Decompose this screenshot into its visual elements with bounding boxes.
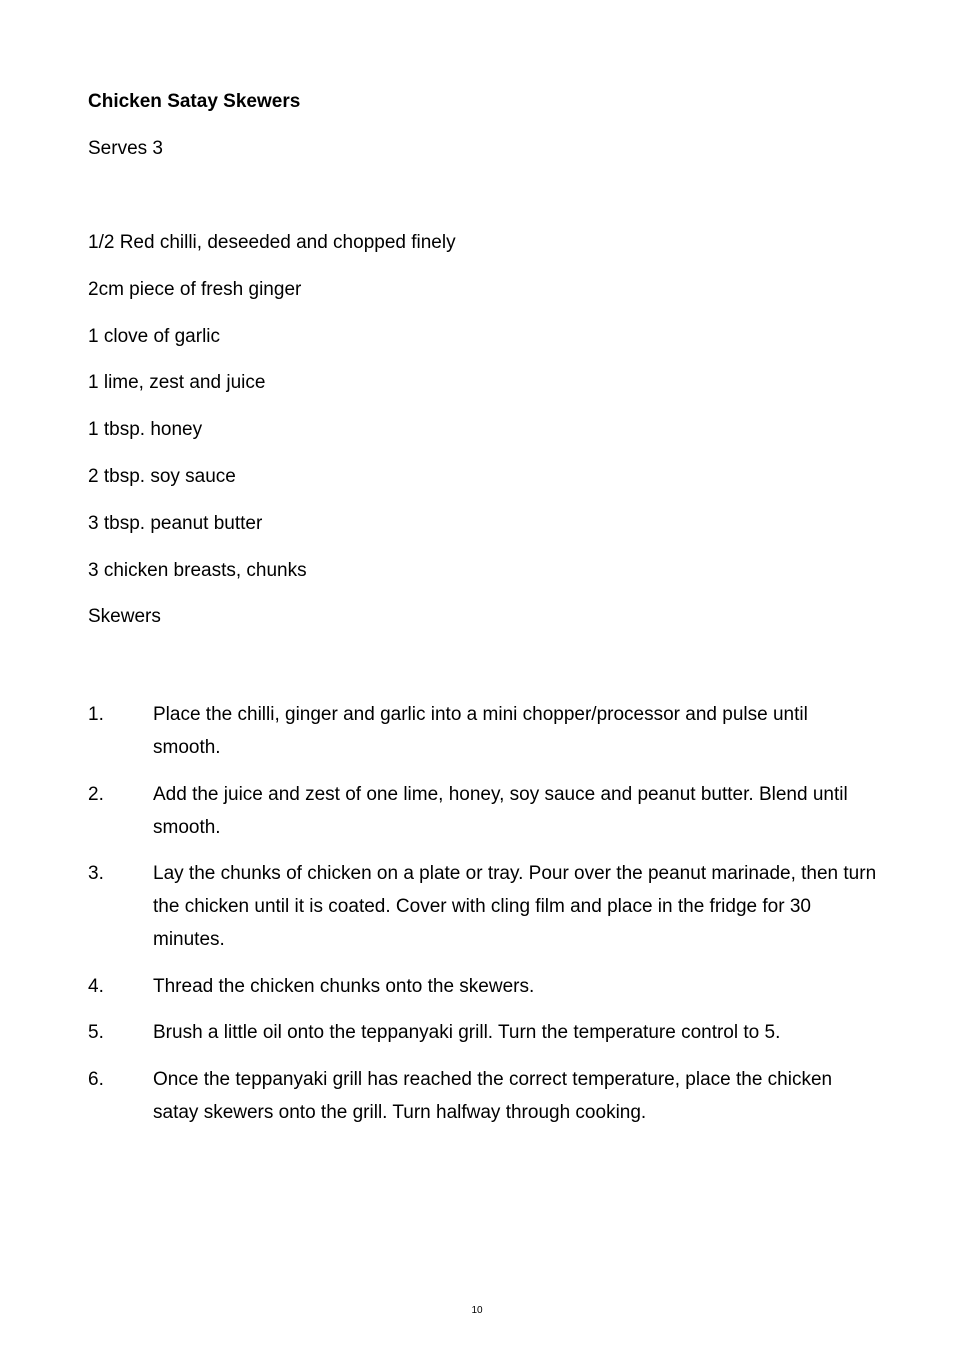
ingredient-item: 1 tbsp. honey [88, 419, 203, 441]
step-item [88, 857, 878, 956]
step-number: 6. [88, 1068, 104, 1090]
step-text: Thread the chicken chunks onto the skewers. [153, 975, 535, 997]
step-item [88, 1016, 878, 1049]
ingredient-item: 1 lime, zest and juice [88, 372, 266, 394]
step-text: Add the juice and zest of one lime, honey, soy sauce and peanut butter. Blend until smooth. [153, 783, 848, 838]
step-number: 4. [88, 975, 104, 997]
ingredient-item: 3 tbsp. peanut butter [88, 512, 263, 534]
ingredient-item: 1/2 Red chilli, deseeded and chopped finely [88, 232, 456, 253]
step-item [88, 1063, 878, 1129]
step-text: Place the chilli, ginger and garlic into a mini chopper/processor and pulse until smooth. [153, 704, 808, 758]
page-number: 10 [471, 1305, 483, 1316]
ingredient-list [88, 231, 456, 652]
recipe-title: Chicken Satay Skewers [88, 91, 301, 112]
ingredient-item: 1 clove of garlic [88, 325, 221, 347]
ingredient-item: 3 chicken breasts, chunks [88, 559, 307, 581]
step-text: Once the teppanyaki grill has reached the correct temperature, place the chicken satay skewers onto the grill. Turn halfway through cooking. [153, 1068, 833, 1123]
step-text: Brush a little oil onto the teppanyaki grill. Turn the temperature control to 5. [153, 1022, 781, 1043]
method-steps [88, 698, 878, 1142]
step-number: 3. [88, 863, 104, 884]
step-number: 2. [88, 783, 104, 805]
step-number: 5. [88, 1022, 104, 1043]
step-item [88, 698, 878, 764]
step-number: 1. [88, 704, 104, 725]
step-item [88, 970, 878, 1003]
step-text: Lay the chunks of chicken on a plate or tray. Pour over the peanut marinade, then turn the chicken until it is coated. Cover with cling film and place in the fridge for 30 minutes. [153, 863, 877, 950]
serves-count: Serves 3 [88, 138, 163, 159]
ingredient-item: 2cm piece of fresh ginger [88, 278, 302, 300]
step-item [88, 778, 878, 844]
ingredient-item: Skewers [88, 606, 161, 628]
ingredient-item: 2 tbsp. soy sauce [88, 465, 236, 487]
